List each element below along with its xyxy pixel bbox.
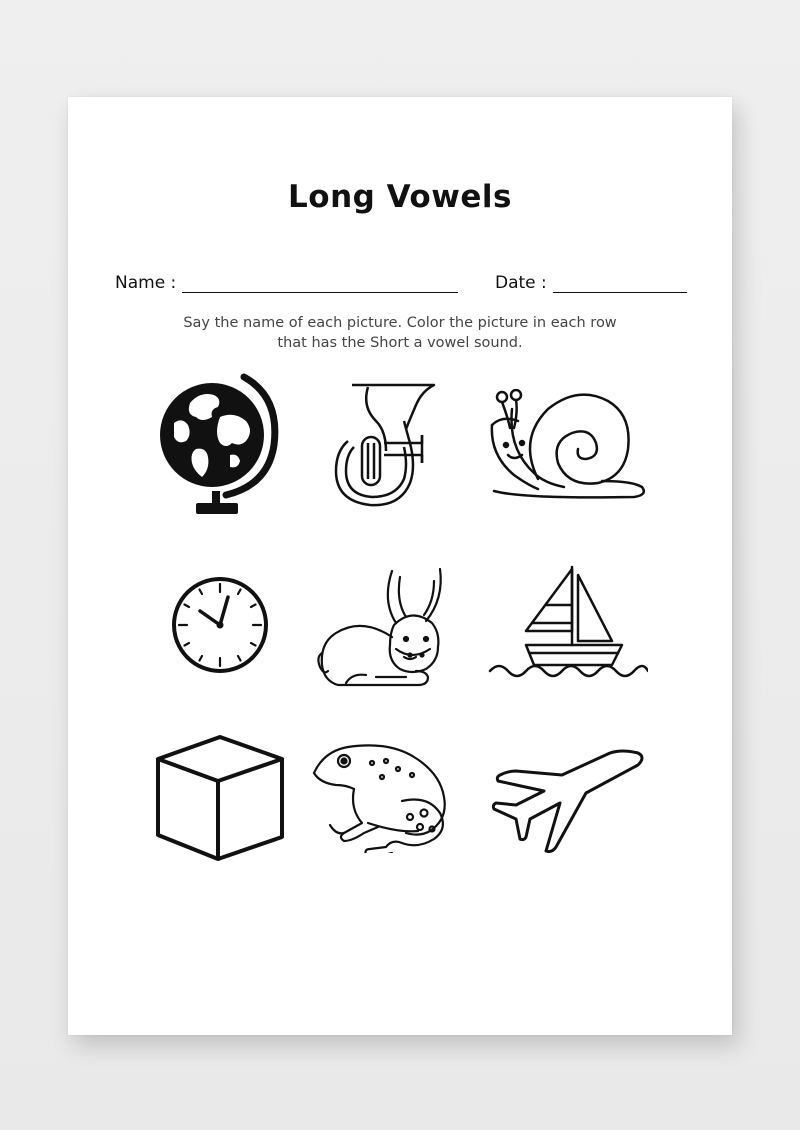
snail-icon: [488, 389, 648, 505]
toad-icon: [312, 743, 454, 853]
sailboat-icon: [488, 563, 648, 683]
date-field: [495, 273, 687, 293]
donkey-icon: [316, 567, 452, 691]
tuba-icon: [332, 381, 436, 509]
name-field: [115, 273, 458, 293]
cube-icon: [156, 735, 284, 863]
worksheet-title: Long Vowels: [288, 179, 512, 215]
name-blank-line[interactable]: [182, 275, 458, 293]
name-label: Name :: [115, 273, 177, 293]
instructions-line-1: Say the name of each picture. Color the picture in each row: [183, 315, 617, 331]
date-label: Date :: [495, 273, 547, 293]
instructions: [128, 313, 672, 353]
clock-icon: [170, 575, 270, 675]
date-blank-line[interactable]: [553, 275, 687, 293]
worksheet-page: [68, 97, 732, 1035]
instructions-line-2: that has the Short a vowel sound.: [277, 335, 523, 351]
globe-icon: [160, 373, 280, 519]
airplane-icon: [490, 745, 646, 853]
